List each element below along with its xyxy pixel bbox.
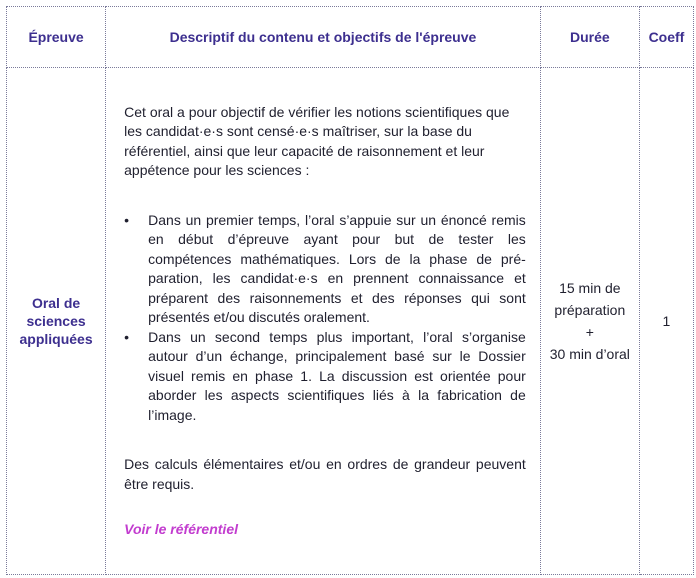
duree-line: préparation (554, 302, 626, 318)
header-row (7, 7, 694, 68)
epreuve-name-line: Oral de (31, 295, 81, 311)
duree-line: 30 min d’oral (549, 346, 630, 362)
duree-line: + (585, 324, 594, 340)
referentiel-link[interactable]: Voir le référentiel (124, 521, 238, 537)
description-bullet-text: Dans un premier temps, l’oral s’appuie sur un énoncé remis en début d’épreuve ayant pour but de tester les compétences mathématiques. Lors de la phase de pré-paration, les candidat·e·s en prennent connaissance et préparent des raisonnements et des réponses qui sont présentés et/ou discutés oralement. (148, 211, 526, 325)
description-calculs: Des calculs élémentaires et/ou en ordres de grandeur peuvent être requis. (124, 456, 526, 492)
table-row (7, 68, 694, 575)
description-bullet (124, 328, 526, 426)
bullet-dot-icon: • (124, 328, 130, 345)
header-duree: Durée (540, 7, 639, 68)
bullet-dot-icon: • (124, 211, 130, 228)
epreuve-table (6, 6, 694, 575)
coeff-cell: 1 (639, 68, 693, 575)
description-cell (106, 68, 541, 575)
duree-line: 15 min de (559, 280, 621, 296)
epreuve-name-line: appliquées (19, 331, 93, 347)
header-descriptif: Descriptif du contenu et objectifs de l'épreuve (106, 7, 541, 68)
epreuve-name-line: sciences (26, 313, 86, 329)
header-coeff: Coeff (639, 7, 693, 68)
description-bullet (124, 211, 526, 328)
description-bullet-text: Dans un second temps plus important, l’oral s’organise autour d’un échange, principalement basé sur le Dossier visuel remis en phase 1. La discussion est orientée pour aborder les aspects scientifiques liés à la fabrication de l’image. (148, 328, 526, 423)
description-bullet-list (124, 211, 526, 426)
epreuve-name-cell (7, 68, 106, 575)
header-epreuve: Épreuve (7, 7, 106, 68)
duree-cell (540, 68, 639, 575)
description-intro: Cet oral a pour objectif de vérifier les notions scientifiques que les candidat·e·s sont censé·e·s maîtriser, sur la base du référentiel, ainsi que leur capacité de raisonnement et leur appétence pour les sciences : (124, 103, 510, 178)
